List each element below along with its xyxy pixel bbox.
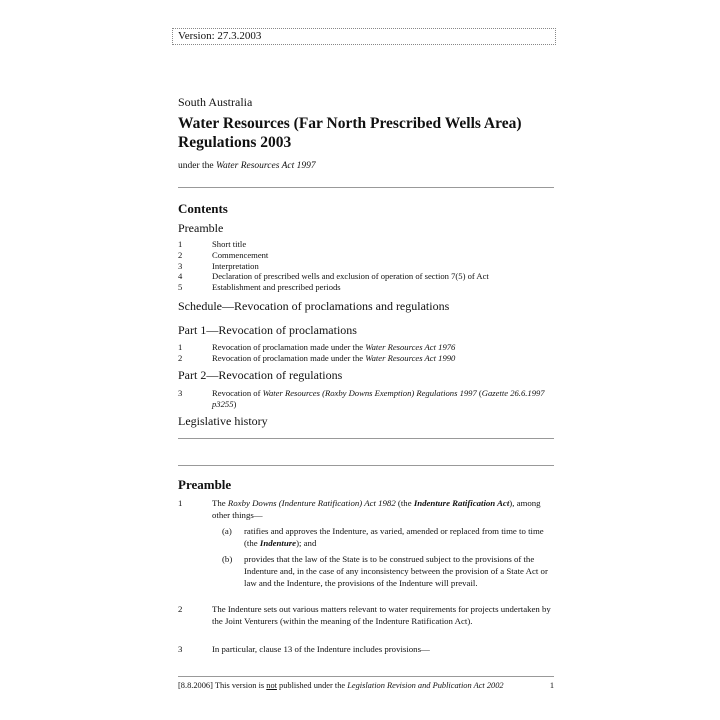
paragraph-number: 3 xyxy=(178,644,183,654)
toc-item[interactable] xyxy=(178,271,554,282)
page-footer xyxy=(178,676,554,690)
toc-item[interactable] xyxy=(178,342,554,353)
toc-item-prefix: Revocation of proclamation made under the xyxy=(212,352,366,363)
contents-heading: Contents xyxy=(178,201,228,216)
footer-text-part: This version is xyxy=(212,681,267,690)
defined-term: Indenture xyxy=(259,537,297,548)
paragraph-number: 1 xyxy=(178,498,183,508)
subparagraph-text xyxy=(244,526,554,550)
preamble-paragraph-3 xyxy=(178,644,554,656)
paragraph-text-part: The xyxy=(212,498,228,508)
paragraph-text-part: (the xyxy=(395,498,414,508)
preamble-paragraph-1 xyxy=(178,498,554,522)
toc-item-act: Water Resources Act 1990 xyxy=(365,352,456,363)
toc-item-text: Establishment and prescribed periods xyxy=(212,282,341,293)
toc-item-regulations: Water Resources (Roxby Downs Exemption) Regulations 1997 xyxy=(262,388,477,398)
toc-item-gazette-ref: 26.6.1997 p3255 xyxy=(212,388,545,409)
footer-act: Legislation Revision and Publication Act 2002 xyxy=(347,681,504,690)
divider xyxy=(178,438,554,439)
toc-item-text: Declaration of prescribed wells and exclusion of operation of section 7(5) of Act xyxy=(212,271,489,282)
preamble-subparagraph-a xyxy=(212,526,554,550)
toc-item-text xyxy=(212,388,554,410)
defined-term: Indenture Ratification Act xyxy=(413,498,510,508)
footer-date: [8.8.2006] xyxy=(178,681,213,690)
toc-item-text: Interpretation xyxy=(212,260,259,271)
divider xyxy=(178,465,554,466)
paragraph-number: 2 xyxy=(178,604,183,614)
preamble-subparagraph-b xyxy=(212,554,554,589)
toc-item-number: 3 xyxy=(178,388,183,398)
toc-item-paren-close: ) xyxy=(233,398,237,409)
toc-item-number: 4 xyxy=(178,271,183,282)
paragraph-text-part: ratifies and approves the Indenture, as varied, amended or replaced from time to time (the xyxy=(244,526,544,548)
toc-item[interactable] xyxy=(178,353,554,364)
toc-item-act: Water Resources Act 1976 xyxy=(365,342,456,352)
document-title-line-2: Regulations 2003 xyxy=(178,134,292,151)
toc-part-1[interactable]: Part 1—Revocation of proclamations xyxy=(178,323,357,337)
paragraph-text: The Indenture sets out various matters relevant to water requirements for projects undertaken by the Joint Venturers (within the meaning of the Indenture Ratification Act). xyxy=(212,604,551,626)
footer-emphasis: not xyxy=(266,681,277,690)
subparagraph-label: (b) xyxy=(222,554,233,564)
paragraph-text: In particular, clause 13 of the Indenture includes provisions— xyxy=(212,644,430,654)
page-number: 1 xyxy=(549,681,554,690)
divider xyxy=(178,187,554,188)
toc-item[interactable] xyxy=(178,282,554,293)
toc-item-number: 1 xyxy=(178,239,183,249)
toc-item-text xyxy=(212,342,554,353)
toc-item-text xyxy=(212,353,554,364)
toc-item[interactable] xyxy=(178,261,554,272)
toc-item-paren: ( xyxy=(476,388,482,398)
toc-item-number: 5 xyxy=(178,282,183,293)
subparagraph-label: (a) xyxy=(222,526,232,536)
paragraph-text-part: ); and xyxy=(296,537,317,548)
document-title-line-1: Water Resources (Far North Prescribed Wells Area) xyxy=(178,115,522,132)
toc-preamble[interactable]: Preamble xyxy=(178,221,224,235)
toc-item-number: 2 xyxy=(178,352,183,363)
toc-legislative-history[interactable]: Legislative history xyxy=(178,414,268,428)
preamble-heading: Preamble xyxy=(178,477,232,492)
subparagraph-text: provides that the law of the State is to be construed subject to the provisions of the Indenture and, in the case of any inconsistency between the provision of a State Act or law and the Indenture, the provisions of the Indenture will prevail. xyxy=(244,554,548,588)
act-reference: Roxby Downs (Indenture Ratification) Act 1982 xyxy=(227,498,396,508)
toc-item-number: 2 xyxy=(178,249,183,260)
toc-item-prefix: Revocation of proclamation made under the xyxy=(212,342,366,352)
toc-item-text: Commencement xyxy=(212,249,269,260)
enabling-act-line xyxy=(178,161,316,171)
toc-part-2-list xyxy=(178,388,554,410)
toc-item[interactable] xyxy=(178,388,554,410)
toc-item-prefix: Revocation of xyxy=(212,388,263,398)
toc-item[interactable] xyxy=(178,250,554,261)
enabling-act-prefix: under the xyxy=(178,161,216,171)
toc-list xyxy=(178,239,554,293)
document-title xyxy=(178,114,554,152)
footer-text-part: published under the xyxy=(276,681,348,690)
toc-schedule[interactable]: Schedule—Revocation of proclamations and regulations xyxy=(178,299,450,313)
footer-text xyxy=(178,681,504,690)
version-label: Version: 27.3.2003 xyxy=(172,28,556,45)
toc-part-1-list xyxy=(178,342,554,364)
preamble-paragraph-2 xyxy=(178,604,554,628)
toc-item-gazette: Gazette xyxy=(481,388,509,398)
toc-item-number: 3 xyxy=(178,260,183,271)
enabling-act-name: Water Resources Act 1997 xyxy=(216,161,316,171)
toc-part-2[interactable]: Part 2—Revocation of regulations xyxy=(178,368,343,382)
toc-item-text: Short title xyxy=(212,239,247,249)
toc-item-number: 1 xyxy=(178,342,183,352)
jurisdiction: South Australia xyxy=(178,95,253,109)
toc-item[interactable] xyxy=(178,239,554,250)
paragraph-text-part: ), among other things— xyxy=(212,498,541,520)
paragraph-text xyxy=(212,498,554,522)
